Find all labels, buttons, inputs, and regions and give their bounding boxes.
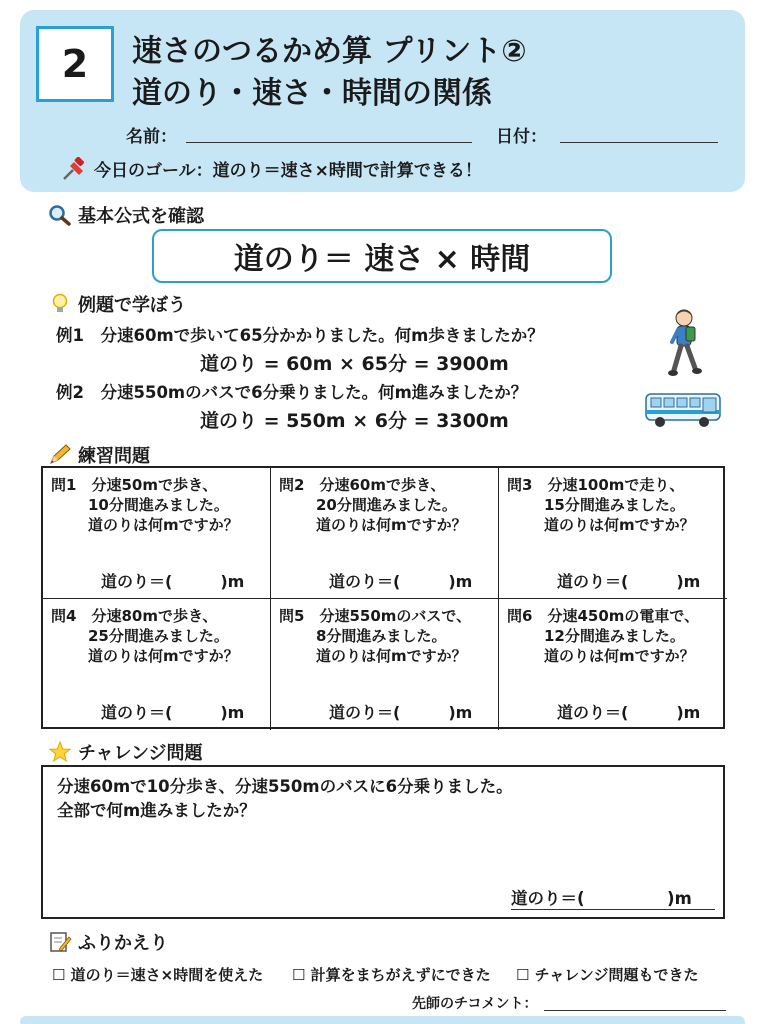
practice-problem-3: 問3 分速100mで走り、 15分間進みました。 道のりは何mですか？ 道のり＝( )m	[499, 468, 727, 599]
walking-boy-icon	[664, 308, 704, 380]
bus-icon	[644, 390, 722, 430]
practice-problem-2: 問2 分速60mで歩き、 20分間進みました。 道のりは何mですか？ 道のり＝( )m	[271, 468, 499, 599]
formula-section-title: 基本公式を確認	[48, 202, 204, 228]
practice-problem-6: 問6 分速450mの電車で、 12分間進みました。 道のりは何mですか？ 道のり＝( )m	[507, 607, 701, 722]
pencil-icon	[48, 444, 72, 466]
example-question-2: 例2 分速550mのバスで6分乗りました。何m進みましたか？	[56, 383, 528, 402]
practice-problem-5: 問5 分速550mのバスで、 8分間進みました。 道のりは何mですか？ 道のり＝( )m	[271, 599, 499, 730]
answer-field-2[interactable]: 道のり＝( )m	[329, 572, 473, 591]
teacher-comment-label: 先師のチコメント：	[412, 996, 538, 1012]
answer-field-6[interactable]: 道のり＝( )m	[557, 703, 701, 722]
goal-text: 今日のゴール：道のり＝速さ×時間で計算できる！	[94, 161, 482, 181]
teacher-comment-field[interactable]	[544, 1010, 726, 1011]
practice-problem-1: 問1 分速50mで歩き、 10分間進みました。 道のりは何mですか？ 道のり＝( )m	[43, 468, 271, 599]
practice-grid	[41, 466, 725, 729]
header-banner	[20, 10, 745, 192]
answer-field-3[interactable]: 道のり＝( )m	[557, 572, 701, 591]
page-subtitle: 道のり・速さ・時間の関係	[132, 76, 492, 111]
name-label: 名前：	[126, 127, 177, 147]
challenge-section-title: チャレンジ問題	[48, 739, 203, 765]
lightbulb-icon	[48, 293, 72, 315]
challenge-answer-field[interactable]: 道のり＝( )m	[511, 889, 692, 908]
example-question-1: 例1 分速60mで歩いて65分かかりました。何m歩きましたか？	[56, 326, 544, 345]
challenge-answer-underline	[511, 909, 715, 910]
example-answer-1: 道のり = 60m × 65分 = 3900m	[200, 353, 509, 375]
magnifier-icon	[48, 204, 72, 226]
star-icon	[48, 741, 72, 763]
practice-section-title: 練習問題	[48, 442, 150, 468]
checkbox-reflection-3[interactable]: ☐ チャレンジ問題もできた	[516, 966, 699, 984]
challenge-question: 分速60mで10分歩き、分速550mのバスに6分乗りました。 全部で何m進みましたか？	[57, 777, 513, 820]
example-answer-2: 道のり = 550m × 6分 = 3300m	[200, 410, 509, 432]
reflection-section-title: ふりかえり	[48, 929, 168, 955]
main-formula: 道のり＝ 速さ × 時間	[152, 229, 612, 283]
page-title: 速さのつるかめ算 プリント②	[132, 34, 527, 69]
challenge-box	[41, 765, 725, 919]
pushpin-icon	[60, 157, 88, 181]
memo-icon	[48, 931, 72, 953]
answer-field-1[interactable]: 道のり＝( )m	[101, 572, 245, 591]
answer-field-5[interactable]: 道のり＝( )m	[329, 703, 473, 722]
checkbox-reflection-1[interactable]: ☐ 道のり＝速さ×時間を使えた	[52, 966, 264, 984]
date-label: 日付：	[496, 127, 547, 147]
name-field[interactable]	[186, 142, 472, 143]
practice-problem-4: 問4 分速80mで歩き、 25分間進みました。 道のりは何mですか？ 道のり＝( )m	[43, 599, 271, 730]
date-field[interactable]	[560, 142, 718, 143]
goal-line	[60, 156, 482, 181]
answer-field-4[interactable]: 道のり＝( )m	[101, 703, 245, 722]
examples-section-title: 例題で学ぼう	[48, 291, 186, 317]
print-number: 2	[36, 26, 114, 102]
footer-bar	[20, 1016, 745, 1024]
checkbox-reflection-2[interactable]: ☐ 計算をまちがえずにできた	[292, 966, 491, 984]
